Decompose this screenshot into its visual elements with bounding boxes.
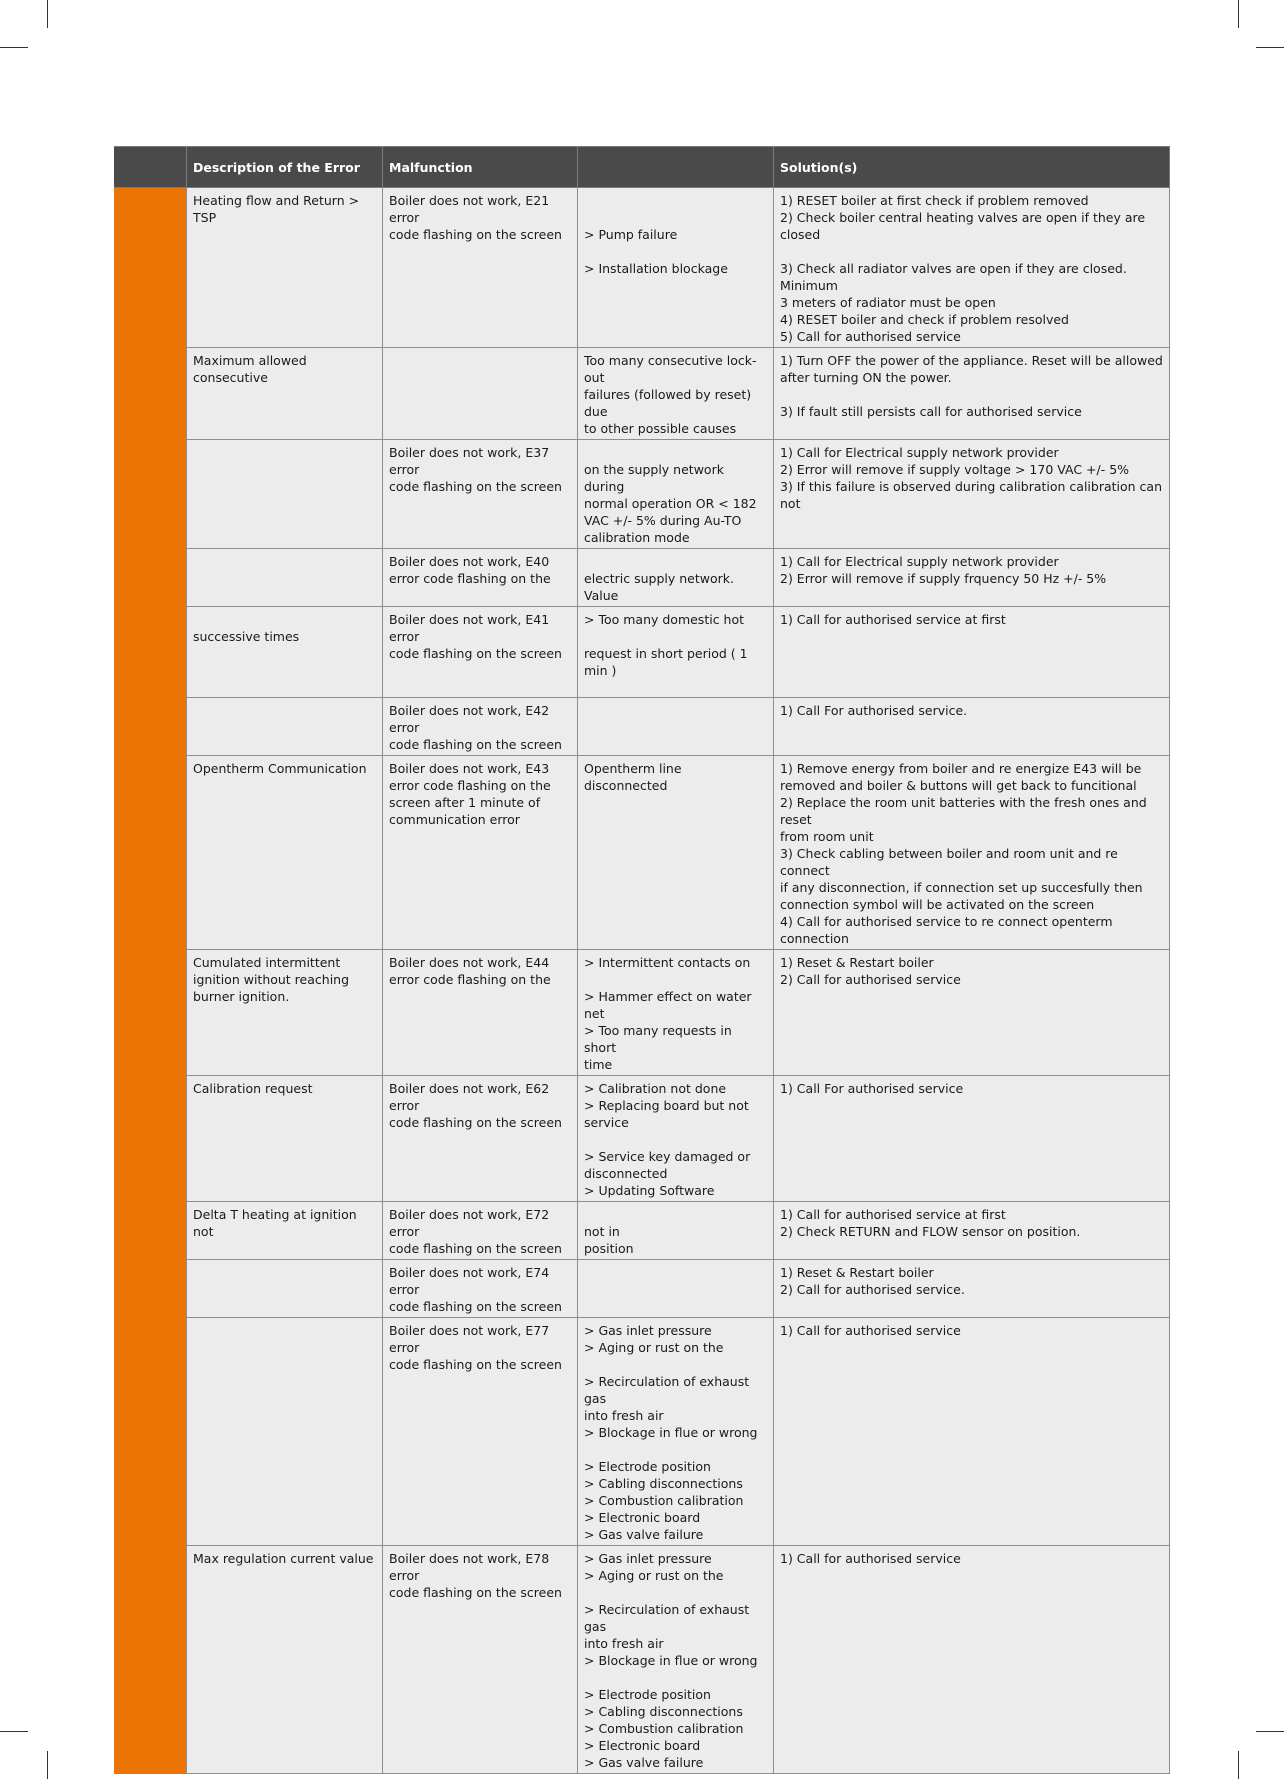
malfunction-line: Boiler does not work, E62 error: [389, 1081, 554, 1113]
crop-mark: [47, 0, 48, 28]
crop-mark: [0, 1731, 28, 1732]
malfunction-cell: [383, 348, 578, 440]
description-line: Cumulated intermittent: [193, 955, 341, 970]
cause-line: > Cabling disconnections: [584, 1476, 743, 1491]
cause-line: not in: [584, 1224, 620, 1239]
cause-cell: [578, 950, 774, 1076]
cause-line: > Gas valve failure: [584, 1527, 704, 1542]
malfunction-cell: [383, 1076, 578, 1202]
description-line: ignition without reaching: [193, 972, 350, 987]
cause-line: > Intermittent contacts on: [584, 955, 751, 970]
malfunction-cell: [383, 549, 578, 607]
solution-line: 2) Call for authorised service: [780, 972, 961, 987]
table-row: [115, 348, 1170, 440]
table-row: [115, 698, 1170, 756]
cause-line: > Cabling disconnections: [584, 1704, 743, 1719]
table-row: [115, 756, 1170, 950]
description-line: Max regulation current value: [193, 1551, 374, 1566]
solution-line: [780, 243, 1163, 260]
cause-line: into fresh air: [584, 1408, 664, 1423]
description-line: [193, 1322, 376, 1339]
description-cell: [187, 607, 383, 698]
cause-line: > Electrode position: [584, 1687, 711, 1702]
error-code-cell: [115, 188, 187, 348]
solution-cell: [774, 440, 1170, 549]
malfunction-line: error code flashing on the: [389, 972, 551, 987]
solution-line: 4) RESET boiler and check if problem resolved: [780, 312, 1069, 327]
malfunction-line: Boiler does not work, E40: [389, 554, 550, 569]
malfunction-line: Boiler does not work, E78 error: [389, 1551, 554, 1583]
error-code-table: [114, 146, 1170, 1774]
description-line: [193, 611, 376, 628]
cause-line: [584, 971, 767, 988]
solution-line: 1) Reset & Restart boiler: [780, 955, 934, 970]
cause-cell: [578, 607, 774, 698]
malfunction-line: code flashing on the screen: [389, 1357, 562, 1372]
cause-cell: [578, 549, 774, 607]
crop-mark: [1256, 47, 1284, 48]
cause-line: [584, 1206, 767, 1223]
cause-line: [584, 444, 767, 461]
table-row: [115, 1076, 1170, 1202]
description-cell: [187, 756, 383, 950]
header-solution: Solution(s): [774, 147, 1170, 188]
cause-line: > Aging or rust on the: [584, 1568, 724, 1583]
malfunction-line: Boiler does not work, E21 error: [389, 193, 554, 225]
description-cell: [187, 1318, 383, 1546]
description-line: Delta T heating at ignition not: [193, 1207, 361, 1239]
description-cell: [187, 188, 383, 348]
description-cell: [187, 1076, 383, 1202]
description-cell: [187, 549, 383, 607]
cause-line: > Gas inlet pressure: [584, 1323, 712, 1338]
malfunction-cell: [383, 188, 578, 348]
solution-cell: [774, 348, 1170, 440]
cause-line: > Calibration not done: [584, 1081, 727, 1096]
solution-line: 3) Check cabling between boiler and room unit and re connect: [780, 846, 1122, 878]
malfunction-cell: [383, 607, 578, 698]
crop-mark: [1238, 0, 1239, 28]
solution-cell: [774, 607, 1170, 698]
cause-line: > Hammer effect on water net: [584, 989, 756, 1021]
description-line: [193, 444, 376, 461]
solution-line: 1) Call for authorised service: [780, 1551, 961, 1566]
table-row: [115, 188, 1170, 348]
www-text: www: [123, 1633, 151, 1645]
solution-cell: [774, 549, 1170, 607]
cause-line: Opentherm line disconnected: [584, 761, 686, 793]
solution-cell: [774, 1318, 1170, 1546]
solution-line: 3 meters of radiator must be open: [780, 295, 996, 310]
table-row: [115, 1202, 1170, 1260]
cause-cell: [578, 440, 774, 549]
solution-line: 1) Call for authorised service at first: [780, 1207, 1006, 1222]
malfunction-line: code flashing on the screen: [389, 1299, 562, 1314]
solution-line: 3) Check all radiator valves are open if they are closed. Minimum: [780, 261, 1131, 293]
table-row: [115, 950, 1170, 1076]
malfunction-line: screen after 1 minute of: [389, 795, 541, 810]
cause-line: calibration mode: [584, 530, 690, 545]
cause-line: > Updating Software: [584, 1183, 715, 1198]
cause-cell: [578, 1318, 774, 1546]
cause-line: [584, 553, 767, 570]
solution-line: 3) If fault still persists call for authorised service: [780, 404, 1082, 419]
malfunction-line: code flashing on the screen: [389, 227, 562, 242]
cause-line: [584, 1131, 767, 1148]
malfunction-line: code flashing on the screen: [389, 1241, 562, 1256]
cause-line: > Combustion calibration: [584, 1493, 744, 1508]
cause-line: > Blockage in flue or wrong: [584, 1653, 758, 1668]
error-code-cell: [115, 348, 187, 440]
cause-line: time: [584, 1057, 613, 1072]
description-cell: [187, 1202, 383, 1260]
cause-cell: [578, 348, 774, 440]
malfunction-line: Boiler does not work, E44: [389, 955, 550, 970]
solution-line: 1) Call For authorised service.: [780, 703, 968, 718]
cause-cell: [578, 188, 774, 348]
solution-line: 3) If this failure is observed during calibration calibration can not: [780, 479, 1166, 511]
solution-line: after turning ON the power.: [780, 370, 952, 385]
malfunction-line: Boiler does not work, E37 error: [389, 445, 554, 477]
description-line: burner ignition.: [193, 989, 290, 1004]
description-cell: [187, 1546, 383, 1774]
description-line: Heating flow and Return > TSP: [193, 193, 364, 225]
solution-cell: [774, 756, 1170, 950]
malfunction-cell: [383, 1318, 578, 1546]
cause-line: failures (followed by reset) due: [584, 387, 756, 419]
cause-line: [584, 1669, 767, 1686]
error-code-cell: [115, 1260, 187, 1318]
solution-line: 5) Call for authorised service: [780, 329, 961, 344]
cause-cell: [578, 1076, 774, 1202]
cause-line: on the supply network during: [584, 462, 728, 494]
error-code-cell: [115, 549, 187, 607]
solution-line: 2) Check RETURN and FLOW sensor on position.: [780, 1224, 1081, 1239]
cause-line: request in short period ( 1: [584, 646, 748, 661]
cause-cell: [578, 1260, 774, 1318]
error-code-cell: [115, 1076, 187, 1202]
description-line: [193, 1264, 376, 1281]
cause-line: Too many consecutive lock-out: [584, 353, 757, 385]
error-code-cell: [115, 756, 187, 950]
cause-line: [584, 243, 767, 260]
table-row: [115, 549, 1170, 607]
crop-mark: [47, 1751, 48, 1779]
solution-line: 1) RESET boiler at first check if problem removed: [780, 193, 1089, 208]
description-line: Maximum allowed consecutive: [193, 353, 311, 385]
cause-line: [584, 1264, 767, 1281]
malfunction-line: Boiler does not work, E77 error: [389, 1323, 554, 1355]
solution-line: 1) Call for authorised service at first: [780, 612, 1006, 627]
table-body: [115, 188, 1170, 1774]
table-row: [115, 607, 1170, 698]
table-row: [115, 1260, 1170, 1318]
solution-cell: [774, 1546, 1170, 1774]
malfunction-line: code flashing on the screen: [389, 737, 562, 752]
cause-line: into fresh air: [584, 1636, 664, 1651]
malfunction-line: communication error: [389, 812, 520, 827]
solution-line: connection symbol will be activated on the screen: [780, 897, 1095, 912]
malfunction-cell: [383, 1202, 578, 1260]
malfunction-line: Boiler does not work, E74 error: [389, 1265, 554, 1297]
malfunction-line: code flashing on the screen: [389, 646, 562, 661]
description-line: Calibration request: [193, 1081, 313, 1096]
table-row: [115, 1318, 1170, 1546]
solution-cell: [774, 698, 1170, 756]
malfunction-line: error code flashing on the: [389, 778, 551, 793]
cause-line: > Electrode position: [584, 1459, 711, 1474]
cause-line: > Too many requests in short: [584, 1023, 736, 1055]
solution-line: 1) Call for Electrical supply network provider: [780, 554, 1059, 569]
table-header: [115, 147, 1170, 188]
solution-line: removed and boiler & buttons will get back to funcitional: [780, 778, 1137, 793]
cause-line: service: [584, 1115, 629, 1130]
description-line: [193, 702, 376, 719]
cause-line: VAC +/- 5% during Au-TO: [584, 513, 742, 528]
header-malfunction: Malfunction: [383, 147, 578, 188]
www-link-icon[interactable]: [114, 1629, 160, 1663]
solution-line: if any disconnection, if connection set up succesfully then: [780, 880, 1143, 895]
malfunction-line: Boiler does not work, E43: [389, 761, 550, 776]
malfunction-cell: [383, 950, 578, 1076]
malfunction-line: Boiler does not work, E41 error: [389, 612, 554, 644]
malfunction-cell: [383, 1546, 578, 1774]
cause-line: > Gas inlet pressure: [584, 1551, 712, 1566]
header-description: Description of the Error: [187, 147, 383, 188]
cause-line: > Gas valve failure: [584, 1755, 704, 1770]
cause-line: min ): [584, 663, 617, 678]
solution-line: from room unit: [780, 829, 874, 844]
cause-line: disconnected: [584, 1166, 668, 1181]
cause-line: [584, 1441, 767, 1458]
cause-line: [584, 1356, 767, 1373]
malfunction-line: Boiler does not work, E72 error: [389, 1207, 554, 1239]
cause-cell: [578, 1546, 774, 1774]
solution-cell: [774, 188, 1170, 348]
malfunction-cell: [383, 1260, 578, 1318]
solution-line: 1) Remove energy from boiler and re energize E43 will be: [780, 761, 1142, 776]
cause-line: > Service key damaged or: [584, 1149, 751, 1164]
malfunction-cell: [383, 756, 578, 950]
malfunction-line: error code flashing on the: [389, 571, 551, 586]
error-code-cell: [115, 1202, 187, 1260]
solution-line: [780, 386, 1163, 403]
cause-line: > Pump failure: [584, 227, 678, 242]
description-cell: [187, 698, 383, 756]
malfunction-line: Boiler does not work, E42 error: [389, 703, 554, 735]
header-code: [115, 147, 187, 188]
solution-cell: [774, 1202, 1170, 1260]
solution-line: 1) Call for authorised service: [780, 1323, 961, 1338]
malfunction-line: code flashing on the screen: [389, 479, 562, 494]
description-cell: [187, 348, 383, 440]
cause-line: electric supply network. Value: [584, 571, 738, 603]
cause-line: > Electronic board: [584, 1510, 701, 1525]
header-cause: [578, 147, 774, 188]
malfunction-line: code flashing on the screen: [389, 1585, 562, 1600]
cause-line: normal operation OR < 182: [584, 496, 757, 511]
cause-line: > Replacing board but not: [584, 1098, 749, 1113]
malfunction-line: [389, 352, 571, 369]
cause-line: > Combustion calibration: [584, 1721, 744, 1736]
malfunction-cell: [383, 698, 578, 756]
cause-line: [584, 702, 767, 719]
cause-line: > Too many domestic hot: [584, 612, 745, 627]
cause-cell: [578, 756, 774, 950]
table-row: [115, 440, 1170, 549]
solution-line: 2) Call for authorised service.: [780, 1282, 965, 1297]
solution-line: 2) Replace the room unit batteries with the fresh ones and reset: [780, 795, 1151, 827]
error-code-cell: [115, 440, 187, 549]
solution-line: 1) Turn OFF the power of the appliance. Reset will be allowed: [780, 353, 1163, 368]
cause-cell: [578, 1202, 774, 1260]
solution-line: 2) Error will remove if supply frquency 50 Hz +/- 5%: [780, 571, 1107, 586]
error-code-cell: [115, 1318, 187, 1546]
solution-cell: [774, 1260, 1170, 1318]
error-code-cell: [115, 607, 187, 698]
cause-line: > Installation blockage: [584, 261, 728, 276]
crop-mark: [1238, 1751, 1239, 1779]
description-cell: [187, 440, 383, 549]
cause-line: [584, 628, 767, 645]
description-line: successive times: [193, 629, 300, 644]
solution-cell: [774, 1076, 1170, 1202]
description-line: Opentherm Communication: [193, 761, 367, 776]
description-cell: [187, 1260, 383, 1318]
cause-line: to other possible causes: [584, 421, 737, 436]
solution-line: 1) Call For authorised service: [780, 1081, 964, 1096]
error-code-cell: [115, 698, 187, 756]
solution-line: 2) Check boiler central heating valves are open if they are closed: [780, 210, 1150, 242]
cause-line: > Electronic board: [584, 1738, 701, 1753]
malfunction-line: code flashing on the screen: [389, 1115, 562, 1130]
error-code-cell: [115, 950, 187, 1076]
cause-line: > Blockage in flue or wrong: [584, 1425, 758, 1440]
solution-cell: [774, 950, 1170, 1076]
cause-line: > Recirculation of exhaust gas: [584, 1602, 754, 1634]
crop-mark: [1256, 1731, 1284, 1732]
crop-mark: [0, 47, 28, 48]
cause-line: [584, 209, 767, 226]
cause-line: position: [584, 1241, 634, 1256]
cause-line: > Recirculation of exhaust gas: [584, 1374, 754, 1406]
cause-cell: [578, 698, 774, 756]
cause-line: [584, 192, 767, 209]
solution-line: 2) Error will remove if supply voltage > 170 VAC +/- 5%: [780, 462, 1130, 477]
description-line: [193, 553, 376, 570]
table-row: [115, 1546, 1170, 1774]
malfunction-cell: [383, 440, 578, 549]
solution-line: 4) Call for authorised service to re connect openterm connection: [780, 914, 1117, 946]
cause-line: > Aging or rust on the: [584, 1340, 724, 1355]
solution-line: 1) Reset & Restart boiler: [780, 1265, 934, 1280]
description-cell: [187, 950, 383, 1076]
solution-line: 1) Call for Electrical supply network provider: [780, 445, 1059, 460]
cause-line: [584, 1584, 767, 1601]
